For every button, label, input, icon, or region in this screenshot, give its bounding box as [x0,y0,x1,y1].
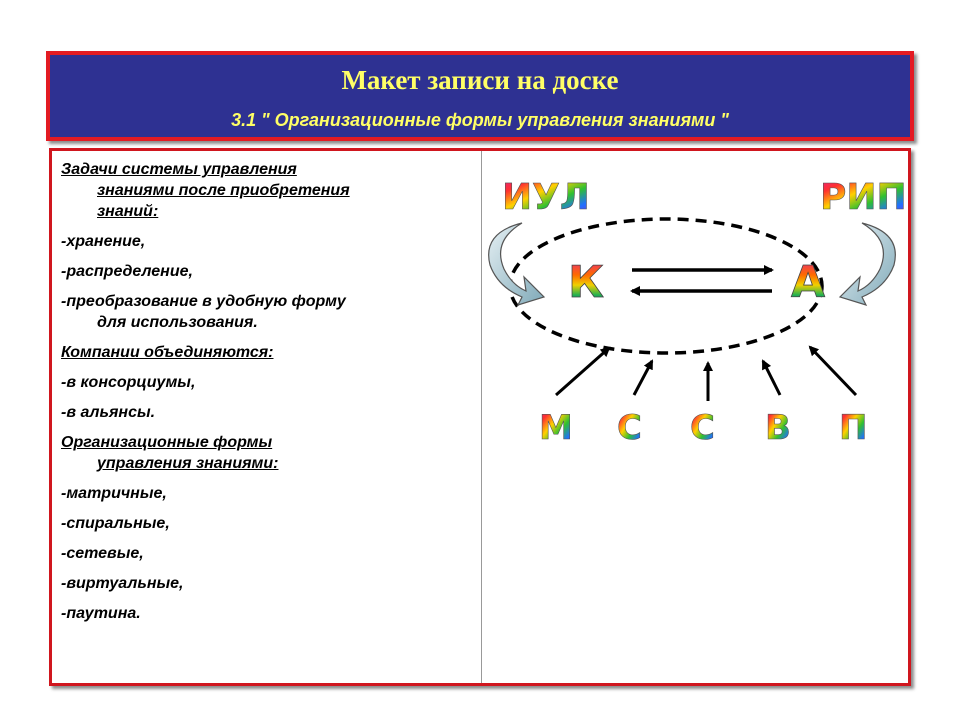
diagram-column [482,151,908,683]
bottom-letter: В [765,408,791,448]
text-column [61,159,476,633]
label-rip: РИП [820,177,907,218]
page-title: Макет записи на доске [341,65,619,95]
list-item [61,543,476,564]
line-text: -виртуальные, [61,575,184,592]
line-text: -матричные, [61,485,167,502]
list-item [61,372,476,393]
line-text: -преобразование в удобную форму [61,293,346,310]
section-heading [61,432,476,474]
list-item [61,483,476,504]
arrow-bottom-5 [810,347,856,395]
list-item [61,603,476,624]
section-heading [61,159,476,222]
line-text: Задачи системы управления [61,161,297,178]
list-item [61,573,476,594]
content-panel [49,148,911,686]
line-text: Организационные формы [61,434,273,451]
line-continuation: для использования. [97,314,258,331]
line-continuation: управления знаниями: [97,455,279,472]
curved-arrow-right-icon [840,223,895,305]
label-a: А [791,257,826,308]
list-item [61,291,476,333]
bottom-letter: П [839,408,868,448]
header-banner [46,51,914,141]
line-text: -сетевые, [61,545,144,562]
bottom-letter: С [690,408,715,448]
bottom-letter: С [617,408,642,448]
diagram [482,151,908,683]
line-continuation: знаний: [97,203,159,220]
page-subtitle: 3.1 " Организационные формы управления знаниями " [231,110,729,130]
bottom-letter: М [539,408,573,448]
line-text: -в альянсы. [61,404,156,421]
arrow-bottom-1 [556,348,609,395]
list-item [61,261,476,282]
list-item [61,231,476,252]
line-text: Компании объединяются: [61,344,274,361]
curved-arrow-left-icon [489,223,544,305]
line-text: -хранение, [61,233,146,250]
label-k: К [568,257,604,308]
arrow-bottom-2 [634,361,652,395]
line-continuation: знаниями после приобретения [97,182,350,199]
dashed-ellipse [510,219,822,353]
line-text: -распределение, [61,263,193,280]
section-heading [61,342,476,363]
list-item [61,402,476,423]
list-item [61,513,476,534]
arrow-bottom-4 [763,361,780,395]
line-text: -в консорциумы, [61,374,196,391]
line-text: -спиральные, [61,515,170,532]
line-text: -паутина. [61,605,141,622]
label-iul: ИУЛ [502,177,590,218]
bottom-letters [539,408,867,448]
